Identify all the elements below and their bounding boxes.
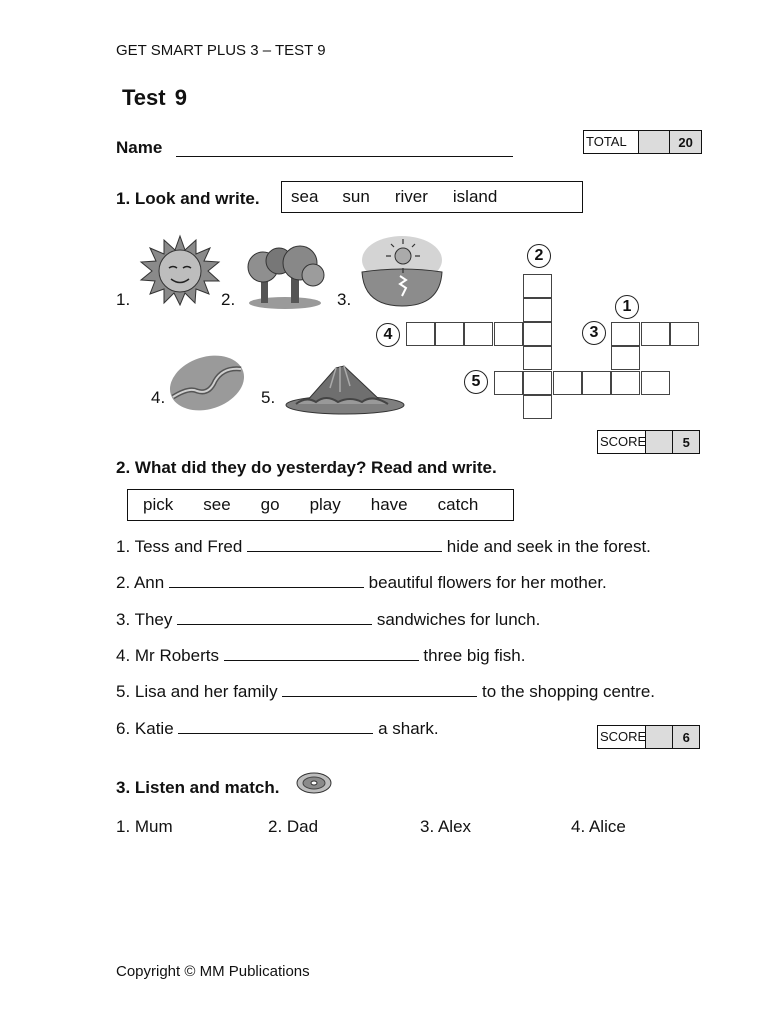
crossword-cell[interactable] <box>611 346 640 370</box>
crossword-cell[interactable] <box>523 371 552 395</box>
match-item-alex: 3. Alex <box>420 817 472 836</box>
sentence-end: to the shopping centre. <box>477 682 655 701</box>
word-river: river <box>394 187 428 206</box>
crossword-cell[interactable] <box>611 322 640 346</box>
picture-number-2: 2. <box>221 290 236 309</box>
sentence-end: beautiful flowers for her mother. <box>363 573 607 592</box>
answer-blank[interactable] <box>224 646 419 661</box>
section2-title: 2. What did they do yesterday? Read and write. <box>116 458 497 477</box>
word-sun: sun <box>342 187 370 206</box>
sentence-5 <box>116 682 655 702</box>
sentence-start: 1. Tess and Fred <box>116 537 248 556</box>
crossword-cell[interactable] <box>523 395 552 419</box>
page-title: Test 9 <box>122 85 187 110</box>
crossword-clue-4: 4 <box>376 323 400 347</box>
crossword-clue-1: 1 <box>615 295 639 319</box>
crossword-cell[interactable] <box>582 371 611 395</box>
word-see: see <box>203 495 231 514</box>
crossword-cell[interactable] <box>553 371 582 395</box>
name-field[interactable] <box>176 155 513 157</box>
total-max: 20 <box>670 131 701 153</box>
score-max: 6 <box>673 726 699 748</box>
section1-score-box <box>597 430 700 454</box>
sentence-3 <box>116 610 540 630</box>
cd-icon <box>295 770 333 796</box>
section1-word-box <box>281 181 583 213</box>
crossword-cell[interactable] <box>435 322 464 346</box>
word-go: go <box>260 495 280 514</box>
word-island: island <box>452 187 498 206</box>
picture-number-3: 3. <box>337 290 352 309</box>
sentence-2 <box>116 573 607 593</box>
answer-blank[interactable] <box>169 573 364 588</box>
crossword-cell[interactable] <box>406 322 435 346</box>
word-pick: pick <box>143 495 174 514</box>
section2-word-box <box>127 489 514 521</box>
answer-blank[interactable] <box>247 537 442 552</box>
crossword-cell[interactable] <box>611 371 640 395</box>
crossword-clue-3: 3 <box>582 321 606 345</box>
picture-number-4: 4. <box>151 388 166 407</box>
answer-blank[interactable] <box>177 610 372 625</box>
section3-title: 3. Listen and match. <box>116 778 280 797</box>
match-item-alice: 4. Alice <box>571 817 626 836</box>
sentence-end: a shark. <box>373 719 439 738</box>
section1-title: 1. Look and write. <box>116 189 260 208</box>
match-item-dad: 2. Dad <box>268 817 319 836</box>
sea-icon <box>360 234 444 308</box>
name-label: Name <box>116 138 163 157</box>
island-icon <box>284 362 406 416</box>
word-sea: sea <box>291 187 319 206</box>
score-blank[interactable] <box>646 431 673 453</box>
word-have: have <box>370 495 408 514</box>
word-play: play <box>309 495 341 514</box>
total-label: TOTAL <box>584 131 639 153</box>
crossword-clue-5: 5 <box>464 370 488 394</box>
sentence-end: three big fish. <box>418 646 526 665</box>
sentence-end: hide and seek in the forest. <box>442 537 651 556</box>
sentence-1 <box>116 537 651 557</box>
crossword-cell[interactable] <box>523 346 552 370</box>
match-item-mum: 1. Mum <box>116 817 173 836</box>
sun-icon <box>138 234 222 306</box>
score-blank[interactable] <box>646 726 673 748</box>
crossword-cell[interactable] <box>641 322 670 346</box>
crossword-cell[interactable] <box>670 322 699 346</box>
sentence-start: 4. Mr Roberts <box>116 646 224 665</box>
sentence-start: 5. Lisa and her family <box>116 682 283 701</box>
copyright-footer: Copyright © MM Publications <box>116 963 310 980</box>
page-header: GET SMART PLUS 3 – TEST 9 <box>116 42 326 59</box>
trees-icon <box>243 243 327 309</box>
crossword-cell[interactable] <box>494 371 523 395</box>
score-label: SCORE <box>598 726 646 748</box>
total-score-box <box>583 130 702 154</box>
sentence-start: 2. Ann <box>116 573 169 592</box>
sentence-4 <box>116 646 525 666</box>
sentence-start: 3. They <box>116 610 178 629</box>
word-catch: catch <box>437 495 479 514</box>
crossword-cell[interactable] <box>523 274 552 298</box>
crossword-cell[interactable] <box>523 298 552 322</box>
picture-number-1: 1. <box>116 290 131 309</box>
crossword-cell[interactable] <box>641 371 670 395</box>
answer-blank[interactable] <box>178 719 373 734</box>
sentence-end: sandwiches for lunch. <box>372 610 541 629</box>
sentence-start: 6. Katie <box>116 719 179 738</box>
crossword-cell[interactable] <box>494 322 523 346</box>
crossword-clue-2: 2 <box>527 244 551 268</box>
picture-number-5: 5. <box>261 388 276 407</box>
score-label: SCORE <box>598 431 646 453</box>
section2-score-box <box>597 725 700 749</box>
sentence-6 <box>116 719 439 739</box>
river-icon <box>167 353 247 413</box>
total-blank[interactable] <box>639 131 671 153</box>
crossword-cell[interactable] <box>464 322 493 346</box>
crossword-cell[interactable] <box>523 322 552 346</box>
score-max: 5 <box>673 431 699 453</box>
answer-blank[interactable] <box>282 682 477 697</box>
